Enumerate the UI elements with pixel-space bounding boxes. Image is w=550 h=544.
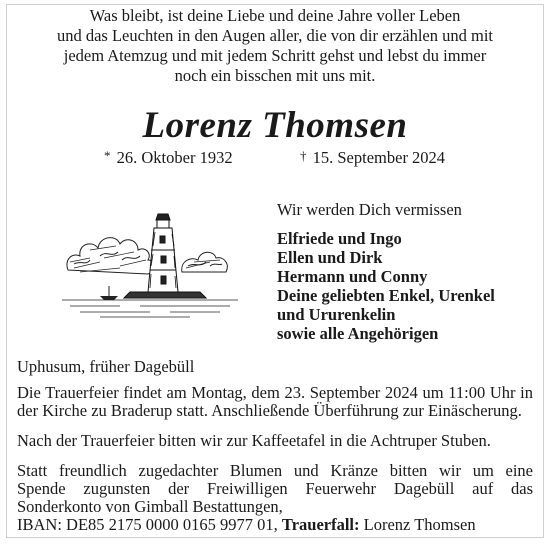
poem-line: und das Leuchten in den Augen aller, die von dir erzählen und mit — [56, 26, 493, 45]
mourner-entry: Ellen und Dirk — [277, 248, 383, 267]
mourner-entry: Elfriede und Ingo — [277, 229, 402, 248]
deceased-name: Lorenz Thomsen — [142, 105, 408, 146]
iban-line — [17, 516, 533, 534]
birth-date — [104, 148, 233, 168]
coffee-info — [17, 432, 533, 450]
reference-label: Trauerfall: — [281, 515, 360, 534]
coffee-line: Nach der Trauerfeier bitten wir zur Kaffeetafel in die Achtruper Stuben. — [17, 431, 491, 450]
donation-line: Sonderkonto von Gimball Bestattungen, — [17, 497, 283, 516]
death-date-text: 15. September 2024 — [312, 148, 446, 167]
funeral-info — [17, 384, 533, 420]
poem-line: jedem Atemzug und mit jedem Schritt gehst und lebst du immer — [63, 46, 487, 65]
poem-line: noch ein bisschen mit uns mit. — [174, 66, 376, 85]
birth-symbol: * — [104, 148, 111, 163]
iban-text: IBAN: DE85 2175 0000 0165 9977 01, — [17, 515, 278, 534]
mourners-list — [277, 229, 495, 343]
donation-line: Spende zugunsten der Freiwilligen Feuerwehr Dagebüll auf das — [17, 479, 533, 498]
poem-line: Was bleibt, ist deine Liebe und deine Jahre voller Leben — [89, 6, 461, 25]
mourner-entry: sowie alle Angehörigen — [277, 324, 439, 343]
reference-value: Lorenz Thomsen — [363, 515, 476, 534]
death-date — [300, 148, 445, 168]
mourner-entry: und Ururenkelin — [277, 305, 396, 324]
birth-date-text: 26. Oktober 1932 — [116, 148, 233, 167]
funeral-line: Die Trauerfeier findet am Montag, dem 23. September 2024 um 11:00 Uhr in — [17, 383, 533, 402]
poem — [20, 6, 530, 86]
lighthouse-sketch-icon — [60, 200, 240, 320]
mourner-entry: Hermann und Conny — [277, 267, 428, 286]
funeral-line: der Kirche zu Braderup statt. Anschließende Überführung zur Einäscherung. — [17, 401, 522, 420]
mourner-entry: Deine geliebten Enkel, Urenkel — [277, 286, 495, 305]
mourning-intro: Wir werden Dich vermissen — [277, 200, 462, 219]
donation-line: Statt freundlich zugedachter Blumen und Kränze bitten wir um eine — [17, 461, 533, 480]
place-of-residence: Uphusum, früher Dagebüll — [17, 357, 195, 376]
donation-info — [17, 462, 533, 534]
death-cross-symbol: † — [300, 148, 307, 163]
